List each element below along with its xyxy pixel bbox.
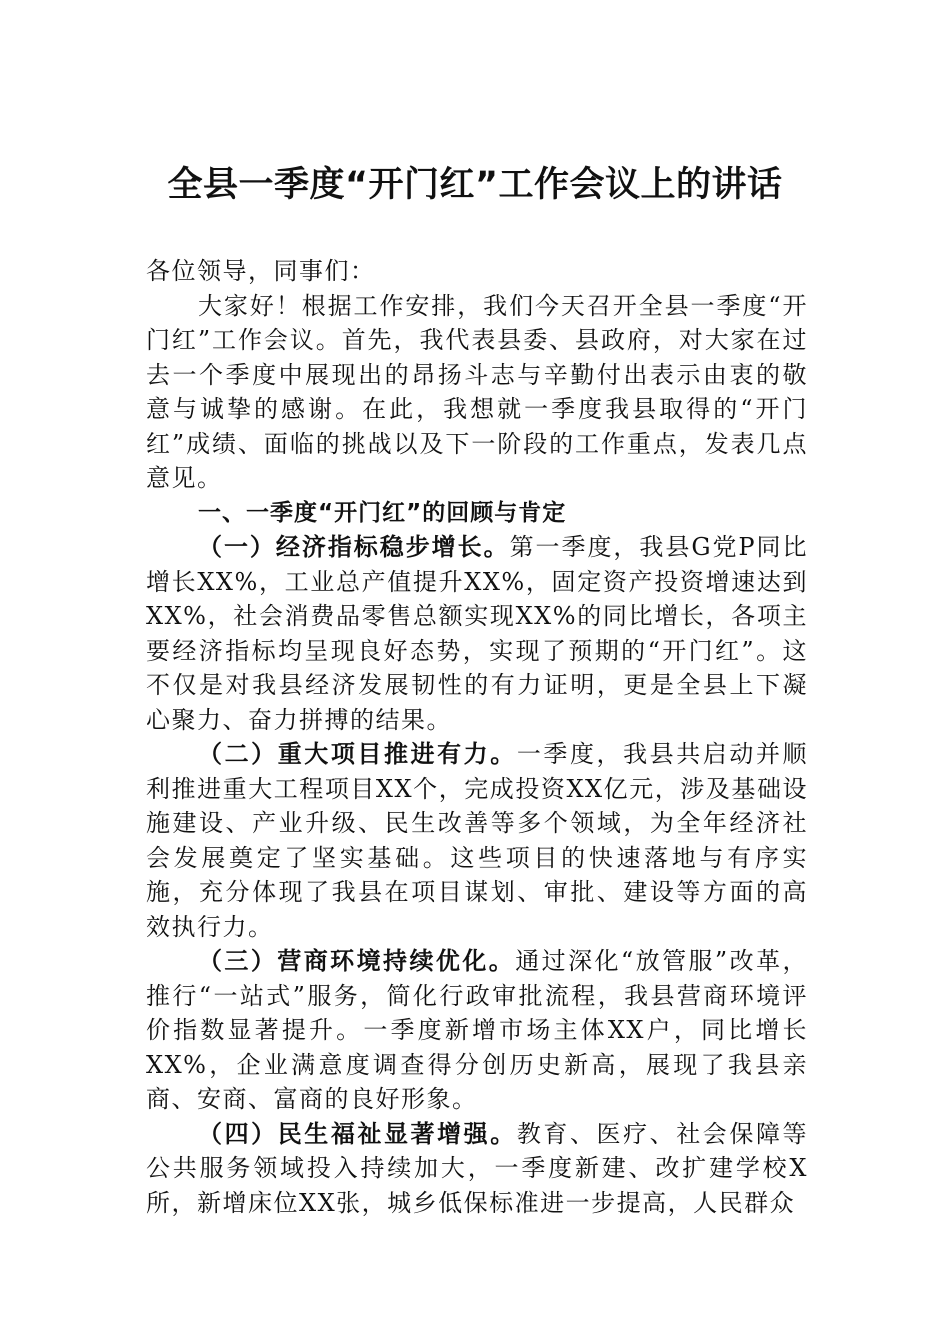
item-lead: （一）经济指标稳步增长。	[198, 532, 510, 561]
item-text: 教育、医疗、社会保障等公共服务领域投入持续加大，一季度新建、改扩建学校X所，新增床位XX张，城乡低保标准进一步提高，人民群众	[146, 1119, 809, 1217]
document-body	[146, 254, 808, 1220]
item-lead: （四）民生福祉显著增强。	[198, 1118, 517, 1148]
section-heading: 一、一季度“开门红”的回顾与肯定	[198, 499, 567, 526]
item-text: 一季度，我县共启动并顺利推进重大工程项目XX个，完成投资XX亿元，涉及基础设施建设、产业升级、民生改善等多个领域，为全年经济社会发展奠定了坚实基础。这些项目的快速落地与有序实施，充分体现了我县在项目谋划、审批、建设等方面的高效执行力。	[146, 740, 809, 941]
paragraph-item-4	[146, 1117, 808, 1221]
paragraph-item-3	[146, 944, 808, 1117]
intro-paragraph: 大家好！根据工作安排，我们今天召开全县一季度“开门红”工作会议。首先，我代表县委、县政府，对大家在过去一个季度中展现出的昂扬斗志与辛勤付出表示由衷的敬意与诚挚的感谢。在此，我想就一季度我县取得的“开门红”成绩、面临的挑战以及下一阶段的工作重点，发表几点意见。	[146, 291, 808, 492]
item-lead: （二）重大项目推进有力。	[198, 739, 517, 768]
item-text: 通过深化“放管服”改革，推行“一站式”服务，简化行政审批流程，我县营商环境评价指数显著提升。一季度新增市场主体XX户，同比增长XX%，企业满意度调查得分创历史新高，展现了我县亲商、安商、富商的良好形象。	[146, 947, 809, 1113]
paragraph-item-2	[146, 737, 808, 944]
paragraph-item-1	[146, 530, 808, 737]
salutation: 各位领导，同事们：	[146, 257, 376, 285]
item-text: 第一季度，我县G党P同比增长XX%，工业总产值提升XX%，固定资产投资增速达到XX%，社会消费品零售总额实现XX%的同比增长，各项主要经济指标均呈现良好态势，实现了预期的“开门红”。这不仅是对我县经济发展韧性的有力证明，更是全县上下凝心聚力、奋力拼搏的结果。	[146, 533, 809, 734]
document-title: 全县一季度“开门红”工作会议上的讲话	[167, 165, 783, 205]
item-lead: （三）营商环境持续优化。	[198, 946, 516, 975]
